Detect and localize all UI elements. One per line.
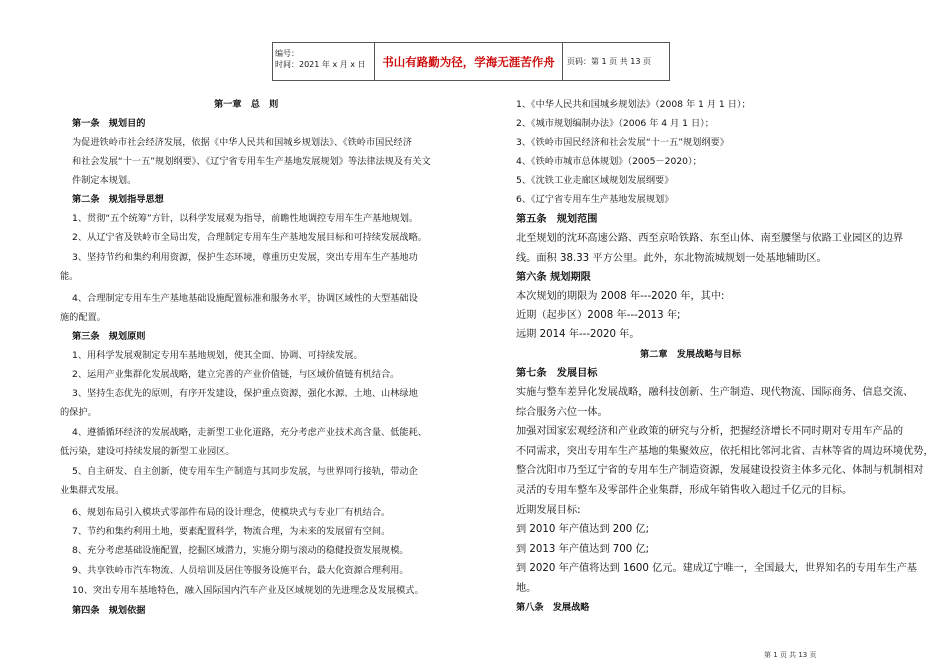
list-item: 5、自主研发、自主创新，使专用车生产制造与其同步发展，与世界同行接轨，带动企: [72, 466, 418, 477]
chapter-2-title: 第二章 发展战略与目标: [640, 349, 742, 360]
list-item: 3、坚持节约和集约利用资源，保护生态环境，尊重历史发展，突出专用车生产基地功: [72, 252, 418, 263]
paragraph-line: 本次规划的期限为 2008 年---2020 年，其中:: [516, 291, 725, 302]
list-item: 4、合理制定专用车生产基地基础设施配置标准和服务水平，协调区域性的大型基础设: [72, 293, 418, 304]
list-item: 低污染，建设可持续发展的新型工业园区。: [60, 446, 235, 457]
list-item: 1、《中华人民共和国城乡规划法》（2008 年 1 月 1 日）；: [516, 99, 751, 110]
header-page-info: 页码：第 1 页 共 13 页: [567, 57, 651, 66]
list-item: 2、从辽宁省及铁岭市全局出发，合理制定专用车生产基地发展目标和可持续发展战略。: [72, 232, 427, 243]
paragraph-line: 不同需求，突出专用车生产基地的集聚效应，依托相比邻河北省、吉林等省的周边环境优势，: [516, 446, 934, 457]
list-item: 4、遵循循环经济的发展战略，走新型工业化道路，充分考虑产业技术高含量、低能耗、: [72, 427, 427, 438]
paragraph-line: 远期 2014 年---2020 年。: [516, 329, 640, 340]
article-8-title: 第八条 发展战略: [516, 602, 590, 613]
article-1-title: 第一条 规划目的: [72, 118, 146, 129]
list-item: 8、充分考虑基础设施配置，挖掘区域潜力，实施分期与滚动的稳健投资发展规模。: [72, 545, 409, 556]
list-item: 业集群式发展。: [60, 485, 125, 496]
paragraph-line: 为促进铁岭市社会经济发展，依据《中华人民共和国城乡规划法》、《铁岭市国民经济: [72, 137, 412, 148]
list-item: 3、坚持生态优先的原则，有序开发建设，保护重点资源，强化水源、土地、山林绿地: [72, 388, 418, 399]
paragraph-line: 件制定本规划。: [72, 175, 137, 186]
paragraph-line: 实施与整车差异化发展战略，融科技创新、生产制造、现代物流、国际商务、信息交流、: [516, 387, 914, 398]
paragraph-line: 灵活的专用车整车及零部件企业集群，形成年销售收入超过千亿元的目标。: [516, 485, 853, 496]
header-motto: 书山有路勤为径，学海无涯苦作舟: [375, 43, 563, 80]
article-2-title: 第二条 规划指导思想: [72, 194, 164, 205]
list-item: 能。: [60, 271, 79, 282]
paragraph-line: 整合沈阳市乃至辽宁省的专用车生产制造资源，发展建设投资主体多元化、体制与机制相对: [516, 465, 924, 476]
article-5-title: 第五条 规划范围: [516, 214, 598, 225]
paragraph-line: 北至规划的沈环高速公路、西至京哈铁路、东至山体、南至腰堡与依路工业园区的边界: [516, 233, 904, 244]
list-item: 的保护。: [60, 407, 97, 418]
article-4-title: 第四条 规划依据: [72, 605, 146, 616]
list-item: 7、节约和集约利用土地，要素配置科学，物流合理，为未来的发展留有空间。: [72, 526, 391, 537]
chapter-1-title: 第一章 总 则: [214, 99, 279, 110]
paragraph-line: 到 2020 年产值将达到 1600 亿元。建成辽宁唯一，全国最大，世界知名的专用车生产基: [516, 563, 917, 574]
page-footer: 第 1 页 共 13 页: [764, 651, 817, 659]
list-item: 4、《铁岭市城市总体规划》（2005－2020）；: [516, 156, 702, 167]
paragraph-line: 综合服务六位一体。: [516, 407, 608, 418]
paragraph-line: 近期（起步区）2008 年---2013 年;: [516, 310, 681, 321]
list-item: 6、规划布局引入模块式零部件布局的设计理念，使模块式与专业厂有机结合。: [72, 507, 391, 518]
list-item: 3、《铁岭市国民经济和社会发展“十一五”规划纲要》: [516, 137, 729, 148]
list-item: 10、突出专用车基地特色，融入国际国内汽车产业及区域规划的先进理念及发展模式。: [72, 585, 424, 596]
article-3-title: 第三条 规划原则: [72, 331, 146, 342]
list-item: 2、《城市规划编制办法》（2006 年 4 月 1 日）；: [516, 118, 714, 129]
paragraph-line: 到 2013 年产值达到 700 亿;: [516, 544, 650, 555]
list-item: 2、运用产业集群化发展战略，建立完善的产业价值链，与区域价值链有机结合。: [72, 369, 400, 380]
list-item: 6、《辽宁省专用车生产基地发展规划》: [516, 194, 674, 205]
number-label: 编号：: [275, 49, 299, 58]
paragraph-line: 地。: [516, 583, 537, 594]
list-item: 1、贯彻“五个统筹”方针，以科学发展观为指导，前瞻性地调控专用车生产基地规划。: [72, 213, 419, 224]
paragraph-line: 近期发展目标:: [516, 505, 581, 516]
article-7-title: 第七条 发展目标: [516, 368, 598, 379]
list-item: 1、用科学发展观制定专用车基地规划，使其全面、协调、可持续发展。: [72, 350, 363, 361]
list-item: 9、共享铁岭市汽车物流、人员培训及居住等服务设施平台，最大化资源合理利用。: [72, 565, 409, 576]
header-meta: [273, 43, 375, 80]
paragraph-line: 加强对国家宏观经济和产业政策的研究与分析，把握经济增长不同时期对专用车产品的: [516, 426, 904, 437]
paragraph-line: 和社会发展“十一五”规划纲要》、《辽宁省专用车生产基地发展规划》等法律法规及有关文: [72, 156, 431, 167]
list-item: 施的配置。: [60, 312, 106, 323]
paragraph-line: 到 2010 年产值达到 200 亿;: [516, 524, 650, 535]
article-6-title: 第六条 规划期限: [516, 272, 591, 283]
list-item: 5、《沈铁工业走廊区域规划发展纲要》: [516, 175, 674, 186]
document-header: [272, 42, 670, 81]
time-label: 时间：2021 年 x 月 x 日: [275, 60, 366, 69]
paragraph-line: 线。面积 38.33 平方公里。此外，东北物流城规划一处基地辅助区。: [516, 253, 827, 264]
